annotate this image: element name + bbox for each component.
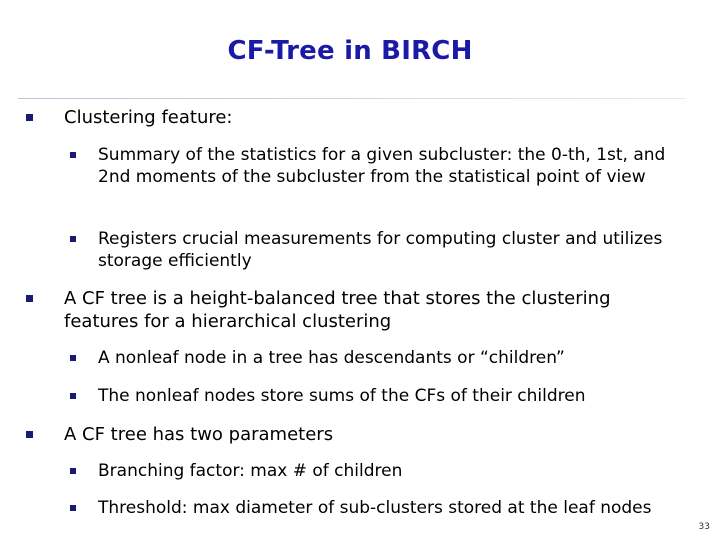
bullet-text: A CF tree has two parameters bbox=[64, 424, 334, 445]
square-bullet-icon bbox=[70, 152, 76, 158]
square-bullet-icon bbox=[70, 393, 76, 399]
sub-bullet-branching-factor bbox=[98, 460, 698, 482]
bullet-text: Branching factor: max # of children bbox=[98, 461, 403, 481]
page-number: 33 bbox=[698, 522, 710, 532]
sub-bullet-nonleaf-descendants bbox=[98, 347, 698, 369]
sub-bullet-nonleaf-sums bbox=[98, 385, 698, 407]
bullet-clustering-feature bbox=[64, 106, 684, 129]
bullet-text: A nonleaf node in a tree has descendants or “children” bbox=[98, 348, 565, 368]
sub-bullet-registers bbox=[98, 228, 698, 272]
square-bullet-icon bbox=[26, 295, 33, 302]
square-bullet-icon bbox=[70, 236, 76, 242]
square-bullet-icon bbox=[70, 468, 76, 474]
sub-bullet-threshold bbox=[98, 497, 668, 519]
bullet-text: Clustering feature: bbox=[64, 107, 233, 128]
bullet-text: The nonleaf nodes store sums of the CFs of their children bbox=[98, 386, 586, 406]
square-bullet-icon bbox=[70, 355, 76, 361]
slide-title: CF-Tree in BIRCH bbox=[227, 36, 473, 66]
bullet-parameters bbox=[64, 423, 684, 446]
bullet-text: Summary of the statistics for a given subcluster: the 0-th, 1st, and 2nd moments of the subcluster from the statistical point of view bbox=[98, 145, 666, 187]
bullet-text: Threshold: max diameter of sub-clusters stored at the leaf nodes bbox=[98, 498, 652, 518]
bullet-cf-tree-definition bbox=[64, 287, 684, 333]
bullet-text: A CF tree is a height-balanced tree that stores the clustering features for a hierarchical clustering bbox=[64, 288, 611, 332]
bullet-text: Registers crucial measurements for computing cluster and utilizes storage efficiently bbox=[98, 229, 663, 271]
sub-bullet-summary bbox=[98, 144, 698, 188]
square-bullet-icon bbox=[70, 505, 76, 511]
square-bullet-icon bbox=[26, 431, 33, 438]
square-bullet-icon bbox=[26, 114, 33, 121]
